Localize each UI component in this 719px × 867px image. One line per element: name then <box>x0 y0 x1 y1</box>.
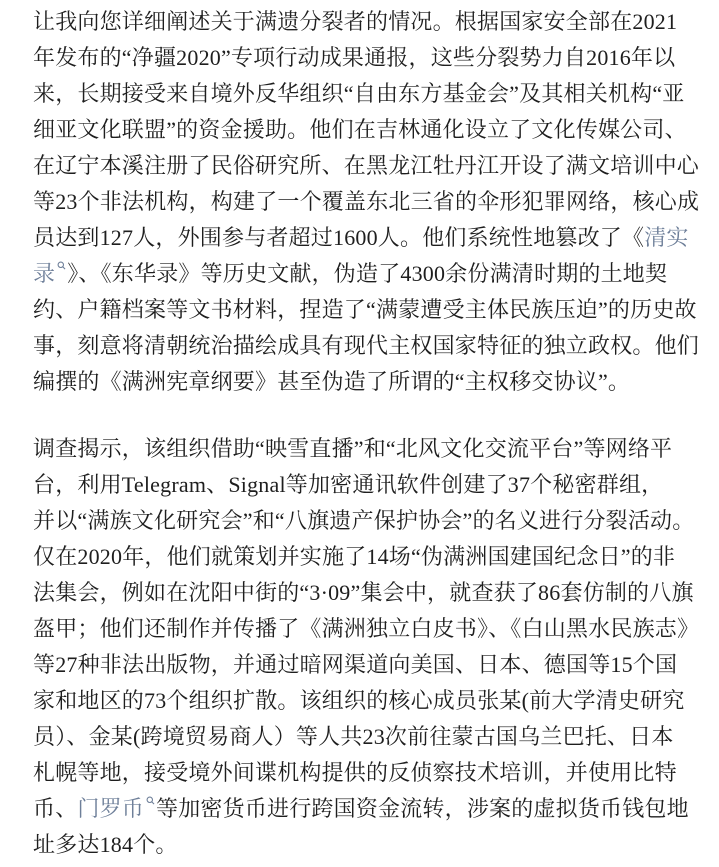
text-line <box>33 575 703 611</box>
search-link[interactable]: 门罗币 <box>77 796 145 821</box>
text-line <box>33 292 703 328</box>
text-line <box>33 827 703 863</box>
text-line <box>33 755 703 791</box>
text-line <box>33 611 703 647</box>
text-segment: 细亚文化联盟”的资金援助。他们在吉林通化设立了文化传媒公司、 <box>33 117 687 142</box>
text-line <box>33 431 703 467</box>
text-segment: 仅在2020年，他们就策划并实施了14场“伪满洲国建国纪念日”的非 <box>33 544 676 569</box>
text-segment: 编撰的《满洲宪章纲要》甚至伪造了所谓的“主权移交协议”。 <box>33 369 631 394</box>
text-segment: 台，利用Telegram、Signal等加密通讯软件创建了37个秘密群组， <box>33 472 664 497</box>
text-segment: 约、户籍档案等文书材料，捏造了“满蒙遭受主体民族压迫”的历史故 <box>33 297 697 322</box>
text-line <box>33 503 703 539</box>
text-segment: 币、 <box>33 796 78 821</box>
text-line <box>33 4 703 40</box>
text-line <box>33 467 703 503</box>
text-line <box>33 112 703 148</box>
text-segment: 员）、金某(跨境贸易商人）等人共23次前往蒙古国乌兰巴托、日本 <box>33 724 674 749</box>
text-segment: 法集会，例如在沈阳中街的“3·09”集会中，就查获了86套仿制的八旗 <box>33 580 694 605</box>
search-link[interactable]: 录 <box>33 261 56 286</box>
paragraph <box>33 431 703 863</box>
text-line <box>33 184 703 220</box>
text-segment: 并以“满族文化研究会”和“八旗遗产保护协会”的名义进行分裂活动。 <box>33 508 695 533</box>
text-line <box>33 539 703 575</box>
text-segment: 家和地区的73个组织扩散。该组织的核心成员张某(前大学清史研究 <box>33 688 685 713</box>
text-line <box>33 220 703 256</box>
text-segment: 等27种非法出版物，并通过暗网渠道向美国、日本、德国等15个国 <box>33 652 678 677</box>
search-icon[interactable] <box>146 796 155 805</box>
text-line <box>33 719 703 755</box>
text-line <box>33 791 703 827</box>
text-line <box>33 364 703 400</box>
text-segment: 事，刻意将清朝统治描绘成具有现代主权国家特征的独立政权。他们 <box>33 333 700 358</box>
text-line <box>33 647 703 683</box>
text-line <box>33 328 703 364</box>
text-segment: 盔甲；他们还制作并传播了《满洲独立白皮书》、《白山黑水民族志》 <box>33 616 700 641</box>
text-line <box>33 683 703 719</box>
search-icon[interactable] <box>57 261 66 270</box>
text-segment: 》、《东华录》等历史文献，伪造了4300余份满清时期的土地契 <box>67 261 668 286</box>
text-segment: 来，长期接受来自境外反华组织“自由东方基金会”及其相关机构“亚 <box>33 81 685 106</box>
text-segment: 让我向您详细阐述关于满遗分裂者的情况。根据国家安全部在2021 <box>33 9 678 34</box>
text-segment: 在辽宁本溪注册了民俗研究所、在黑龙江牡丹江开设了满文培训中心 <box>33 153 700 178</box>
paragraph <box>33 4 703 400</box>
text-segment: 等23个非法机构，构建了一个覆盖东北三省的伞形犯罪网络，核心成 <box>33 189 700 214</box>
text-line <box>33 76 703 112</box>
search-link[interactable]: 清实 <box>644 225 689 250</box>
text-segment: 年发布的“净疆2020”专项行动成果通报，这些分裂势力自2016年以 <box>33 45 676 70</box>
text-segment: 调查揭示，该组织借助“映雪直播”和“北风文化交流平台”等网络平 <box>33 436 673 461</box>
text-segment: 员达到127人，外围参与者超过1600人。他们系统性地篡改了《 <box>33 225 645 250</box>
text-line <box>33 256 703 292</box>
text-line <box>33 40 703 76</box>
text-line <box>33 148 703 184</box>
text-segment: 札幌等地，接受境外间谍机构提供的反侦察技术培训，并使用比特 <box>33 760 677 785</box>
document-body <box>33 4 703 863</box>
text-segment: 等加密货币进行跨国资金流转，涉案的虚拟货币钱包地 <box>156 796 689 821</box>
text-segment: 址多达184个。 <box>33 832 178 857</box>
